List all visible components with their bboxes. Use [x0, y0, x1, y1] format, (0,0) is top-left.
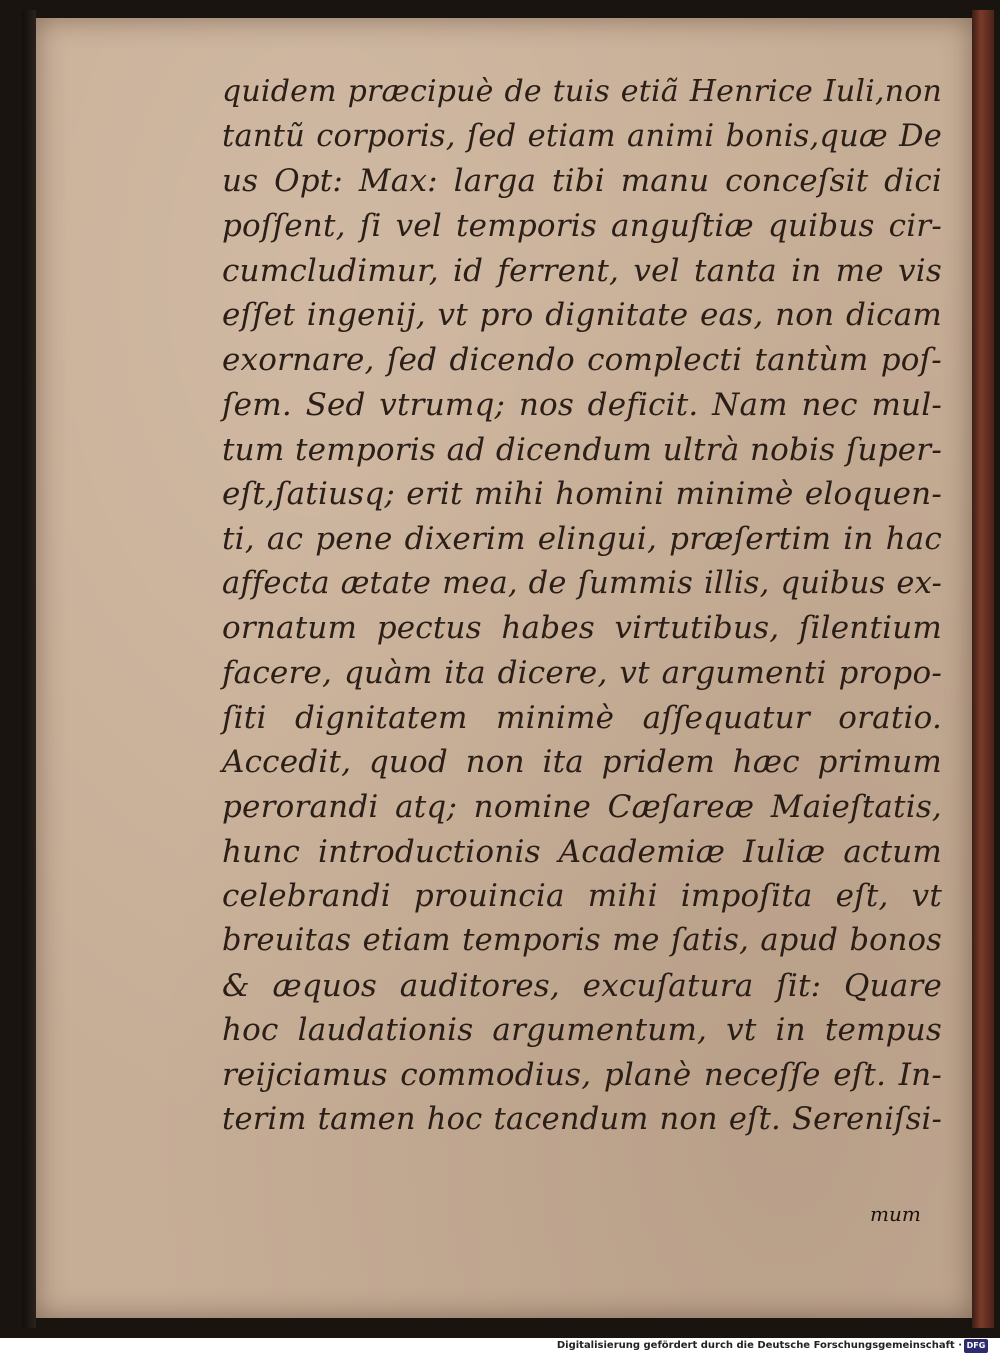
text-line-6: eſſet ingenij, vt pro dignitate eas, non dicam: [222, 297, 942, 334]
text-line-21: & æquos auditores, excuſatura ſit: Quare: [222, 967, 942, 1004]
funding-credit: Digitalisierung gefördert durch die Deutsche Forschungsgemeinschaft ·: [556, 1340, 962, 1351]
text-line-7: exornare, ſed dicendo complecti tantùm poſ-: [222, 342, 942, 379]
catchword: mum: [870, 1202, 921, 1226]
text-line-8: ſem. Sed vtrumq; nos deficit. Nam nec mul-: [222, 386, 942, 423]
text-line-22: hoc laudationis argumentum, vt in tempus: [222, 1012, 942, 1049]
text-line-16: Accedit, quod non ita pridem hæc primum: [222, 744, 942, 781]
text-line-4: poſſent, ſi vel temporis anguſtiæ quibus cir-: [222, 208, 942, 245]
text-line-5: cumcludimur, id ferrent, vel tanta in me vis: [222, 252, 942, 289]
dfg-logo-icon: DFG: [964, 1339, 988, 1353]
text-line-3: us Opt: Max: larga tibi manu conceſsit dici: [222, 163, 942, 200]
book-edge-left: [22, 10, 36, 1328]
text-line-19: celebrandi prouincia mihi impoſita eſt, vt: [222, 878, 942, 915]
text-line-14: facere, quàm ita dicere, vt argumenti propo-: [222, 654, 942, 691]
text-line-20: breuitas etiam temporis me ſatis, apud bonos: [222, 923, 942, 959]
text-line-17: perorandi atq; nomine Cæſareæ Maieſtatis,: [222, 789, 942, 825]
text-line-23: reijciamus commodius, planè neceſſe eſt. In-: [222, 1057, 942, 1094]
text-line-24: terim tamen hoc tacendum non eſt. Sereniſsi-: [222, 1101, 942, 1137]
text-line-18: hunc introductionis Academiæ Iuliæ actum: [222, 833, 942, 870]
book-edge-right: [972, 10, 994, 1328]
text-line-15: ſiti dignitatem minimè aſſequatur oratio.: [222, 699, 942, 736]
text-line-2: tantũ corporis, ſed etiam animi bonis,quæ De: [222, 118, 942, 154]
text-line-9: tum temporis ad dicendum ultrà nobis ſuper-: [222, 431, 942, 468]
text-line-1: quidem præcipuè de tuis etiã Henrice Iuli,non: [222, 74, 942, 109]
page-text: [222, 70, 942, 1143]
text-line-12: affecta ætate mea, de ſummis illis, quibus ex-: [222, 565, 942, 601]
text-line-13: ornatum pectus habes virtutibus, ſilentium: [222, 610, 942, 647]
text-line-10: eſt,ſatiusq; erit mihi homini minimè eloquen-: [222, 476, 942, 513]
text-line-11: ti, ac pene dixerim elingui, præſertim in hac: [222, 520, 942, 557]
